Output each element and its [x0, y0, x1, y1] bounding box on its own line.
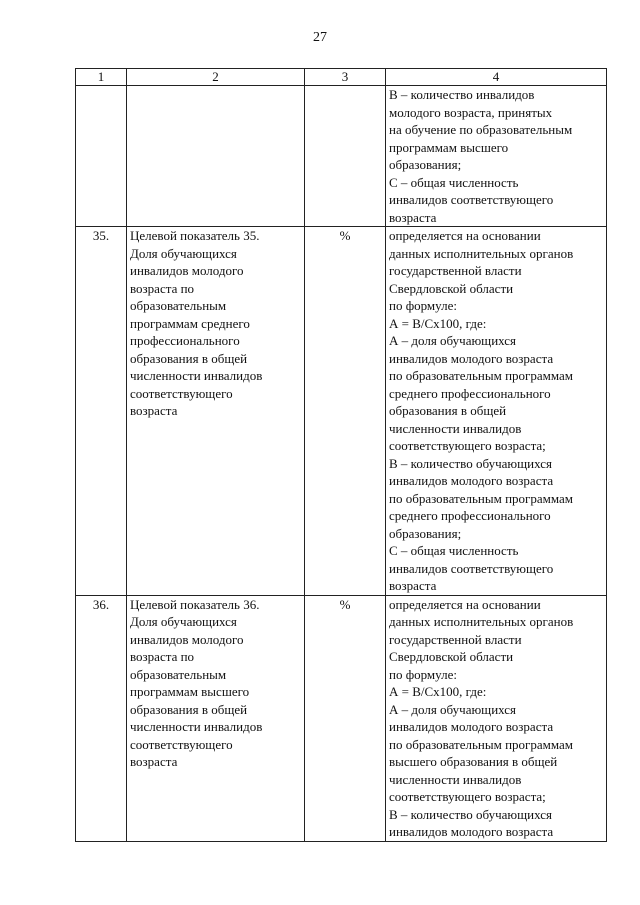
method-line: А – доля обучающихся [389, 701, 517, 717]
name-line: численности инвалидов [130, 719, 263, 734]
name-line: программам высшего [130, 684, 250, 699]
name-line: программам среднего [130, 315, 250, 331]
method-line: инвалидов молодого возраста [389, 824, 554, 839]
name-line: Доля обучающихся [130, 245, 237, 261]
method-line: высшего образования в общей [389, 754, 558, 769]
method-line: данных исполнительных органов [389, 614, 574, 629]
method-line: инвалидов соответствующего [389, 560, 554, 576]
method-line: образования; [389, 525, 462, 541]
method-line: инвалидов молодого возраста [389, 350, 554, 366]
method-line: В – количество инвалидов [389, 87, 535, 102]
method-line: Свердловской области [389, 649, 514, 664]
method-line: В – количество обучающихся [389, 455, 552, 471]
method-line: образования в общей [389, 403, 507, 418]
name-line: соответствующего [130, 736, 233, 752]
cell-method [386, 595, 607, 841]
name-line: Целевой показатель 36. [130, 596, 260, 612]
table-row-35 [76, 227, 607, 596]
page-number: 27 [313, 30, 327, 45]
cell-unit: % [305, 595, 386, 841]
name-line: инвалидов молодого [130, 631, 244, 647]
method-line: соответствующего возраста; [389, 789, 546, 804]
name-line: инвалидов молодого [130, 263, 244, 278]
cell-number: 35. [76, 227, 127, 596]
method-line: инвалидов молодого возраста [389, 473, 554, 488]
name-line: образовательным [130, 666, 227, 682]
method-line: возраста [389, 209, 437, 225]
method-line: среднего профессионального [389, 385, 551, 401]
method-line: А – доля обучающихся [389, 333, 517, 348]
cell-name [127, 227, 305, 596]
header-col-4: 4 [386, 69, 607, 86]
method-line: данных исполнительных органов [389, 245, 574, 261]
name-line: профессионального [130, 333, 240, 348]
method-line: по образовательным программам [389, 368, 574, 383]
method-line: по образовательным программам [389, 490, 574, 506]
name-line: возраста [130, 754, 178, 769]
method-line: инвалидов молодого возраста [389, 719, 554, 734]
method-line: А = В/Сх100, где: [389, 315, 487, 331]
cell-unit [305, 86, 386, 227]
method-line: инвалидов соответствующего [389, 192, 554, 207]
method-line: С – общая численность [389, 174, 519, 190]
method-line: среднего профессионального [389, 508, 551, 523]
method-line: численности инвалидов [389, 771, 522, 787]
cell-number [76, 86, 127, 227]
name-line: возраста по [130, 280, 195, 296]
cell-method [386, 227, 607, 596]
method-line: определяется на основании [389, 596, 541, 612]
name-line: возраста по [130, 649, 195, 664]
cell-name [127, 595, 305, 841]
method-line: по формуле: [389, 298, 457, 313]
method-line: соответствующего возраста; [389, 438, 546, 453]
cell-unit: % [305, 227, 386, 596]
indicators-table [75, 68, 607, 842]
method-line: программам высшего [389, 139, 509, 155]
method-line: на обучение по образовательным [389, 122, 573, 137]
name-line: образования в общей [130, 350, 248, 366]
name-line: Целевой показатель 35. [130, 228, 260, 243]
method-line: по образовательным программам [389, 736, 574, 752]
name-line: образования в общей [130, 701, 248, 717]
header-row [76, 69, 607, 86]
name-line: возраста [130, 403, 178, 418]
method-line: по формуле: [389, 666, 457, 682]
method-line: В – количество обучающихся [389, 806, 552, 822]
method-line: государственной власти [389, 631, 522, 647]
name-line: соответствующего [130, 385, 233, 401]
method-line: определяется на основании [389, 228, 541, 243]
method-line: образования; [389, 157, 462, 172]
method-line: С – общая численность [389, 543, 519, 558]
header-col-3: 3 [305, 69, 386, 86]
name-line: образовательным [130, 298, 227, 313]
name-line: численности инвалидов [130, 368, 263, 383]
name-line: Доля обучающихся [130, 614, 237, 629]
cell-name [127, 86, 305, 227]
method-line: Свердловской области [389, 280, 514, 296]
cell-number: 36. [76, 595, 127, 841]
method-line: численности инвалидов [389, 420, 522, 436]
header-col-1: 1 [76, 69, 127, 86]
header-col-2: 2 [127, 69, 305, 86]
method-line: А = В/Сх100, где: [389, 684, 487, 699]
cell-method [386, 86, 607, 227]
method-line: возраста [389, 578, 437, 593]
method-line: государственной власти [389, 263, 522, 278]
method-line: молодого возраста, принятых [389, 104, 553, 120]
continuation-row [76, 86, 607, 227]
table-row-36 [76, 595, 607, 841]
